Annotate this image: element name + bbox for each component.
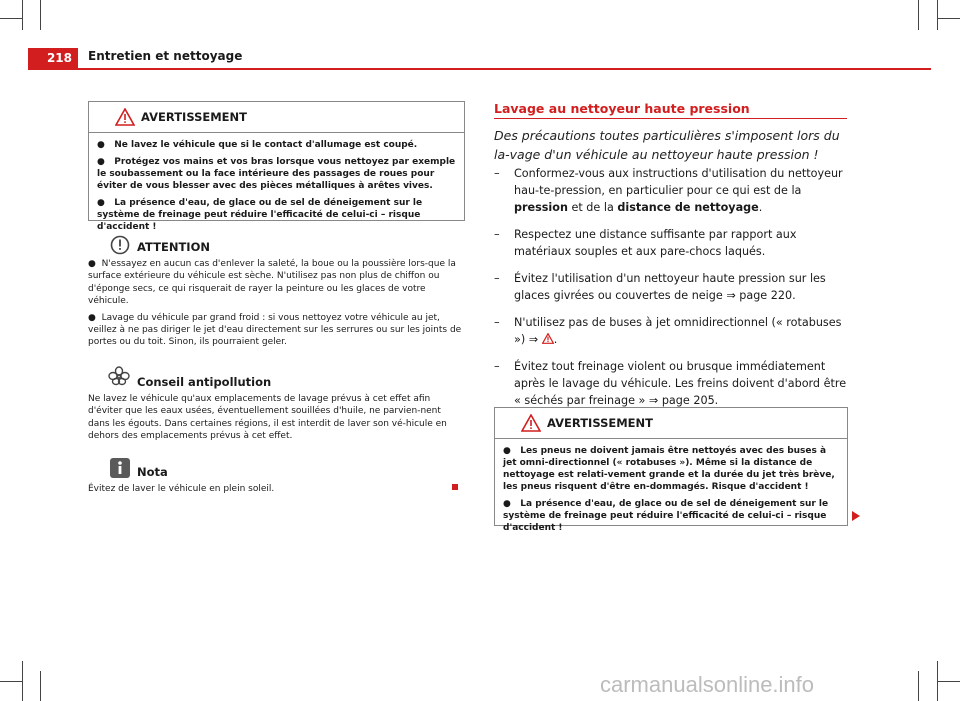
page-number: 218 xyxy=(28,48,78,68)
crop-mark xyxy=(938,681,960,682)
list-item: – N'utilisez pas de buses à jet omnidirectionnel (« rotabuses ») ⇒ . xyxy=(494,316,842,346)
warning-box-header xyxy=(495,408,847,439)
crop-mark xyxy=(937,661,938,701)
note-section xyxy=(88,466,465,500)
warning-triangle-icon[interactable] xyxy=(542,333,554,344)
crop-mark xyxy=(0,681,22,682)
warning-item: ● Les pneus ne doivent jamais être nettoyés avec des buses à jet omni-directionnel (« rotabuses »). Même si la distance de nettoyage est relati-vement grande et la durée du jet très brève, les pneus risquent d'être en-dommagés. Risque d'accident ! xyxy=(503,446,835,492)
continue-arrow-icon xyxy=(851,511,861,521)
attention-item: ● N'essayez en aucun cas d'enlever la saleté, la boue ou la poussière lors-que la surface extérieure du véhicule est sèche. N'utilisez pas non plus de chiffon ou d'éponge secs, ce qui risquerait de rayer la peinture ou les glaces de votre véhicule. xyxy=(88,259,456,306)
crop-mark xyxy=(0,18,22,19)
list-item: – Respectez une distance suffisante par rapport aux matériaux souples et aux pare-chocs laqués. xyxy=(494,228,797,258)
warning-box-header xyxy=(89,102,464,133)
warning-title: AVERTISSEMENT xyxy=(141,110,248,124)
list-item: – Évitez tout freinage violent ou brusque immédiatement après le lavage du véhicule. Les freins doivent d'abord être « séchés par freinage » ⇒ page 205. xyxy=(494,360,847,407)
attention-section xyxy=(88,241,465,354)
pollution-section xyxy=(88,376,465,447)
warning-item: ● Ne lavez le véhicule que si le contact d'allumage est coupé. xyxy=(97,140,418,150)
crop-mark xyxy=(40,671,41,701)
note-title: Nota xyxy=(137,465,168,479)
section-title-rule xyxy=(494,118,847,119)
crop-mark xyxy=(918,671,919,701)
header-rule xyxy=(28,68,931,70)
crop-mark xyxy=(938,18,960,19)
list-item: – Conformez-vous aux instructions d'utilisation du nettoyeur hau-te-pression, en particulier pour ce qui est de la pression et de la distance de nettoyage. xyxy=(494,167,843,214)
warning-box-left xyxy=(88,101,465,232)
warning-box-right xyxy=(494,407,848,533)
watermark: carmanualsonline.info xyxy=(600,672,815,697)
crop-mark xyxy=(22,661,23,701)
warning-item: ● La présence d'eau, de glace ou de sel de déneigement sur le système de freinage peut réduire l'efficacité de celui-ci – risque d'accident ! xyxy=(97,198,423,232)
crop-mark xyxy=(22,0,23,30)
warning-item: ● Protégez vos mains et vos bras lorsque vous nettoyez par exemple le soubassement ou la face intérieure des passages de roues pour éviter de vous blesser avec des pièces métalliques à arêtes vives. xyxy=(97,157,456,191)
attention-item: ● Lavage du véhicule par grand froid : si vous nettoyez votre véhicule au jet, veillez à ne pas diriger le jet d'eau directement sur les serrures ou sur les joints de portes ou du toit. Sinon, ils pourraient geler. xyxy=(88,313,462,348)
warning-triangle-icon xyxy=(115,108,135,126)
page-header-title: Entretien et nettoyage xyxy=(88,49,243,63)
crop-mark xyxy=(918,0,919,30)
warning-item: ● La présence d'eau, de glace ou de sel de déneigement sur le système de freinage peut réduire l'efficacité de celui-ci – risque d'accident ! xyxy=(503,499,829,533)
list-item: – Évitez l'utilisation d'un nettoyeur haute pression sur les glaces givrées ou couvertes de neige ⇒ page 220. xyxy=(494,272,826,302)
attention-title: ATTENTION xyxy=(137,240,210,254)
crop-mark xyxy=(40,0,41,30)
crop-mark xyxy=(937,0,938,30)
section-intro: Des précautions toutes particulières s'imposent lors du la-vage d'un véhicule au nettoyeur haute pression ! xyxy=(494,128,840,162)
warning-title: AVERTISSEMENT xyxy=(547,416,654,430)
pollution-text: Ne lavez le véhicule qu'aux emplacements de lavage prévus à cet effet afin d'éviter que les eaux usées, éventuellement souillées d'huile, ne parvien-nent dans les égouts. Dans certaines régions, il est interdit de laver son vé-hicule en dehors des emplacements prévus à cet effet. xyxy=(88,394,447,441)
end-of-section-marker xyxy=(452,484,458,490)
section-title: Lavage au nettoyeur haute pression xyxy=(494,101,750,116)
instruction-list xyxy=(494,165,854,419)
note-text: Évitez de laver le véhicule en plein soleil. xyxy=(88,484,275,495)
pollution-title: Conseil antipollution xyxy=(137,375,272,389)
warning-triangle-icon xyxy=(521,414,541,432)
